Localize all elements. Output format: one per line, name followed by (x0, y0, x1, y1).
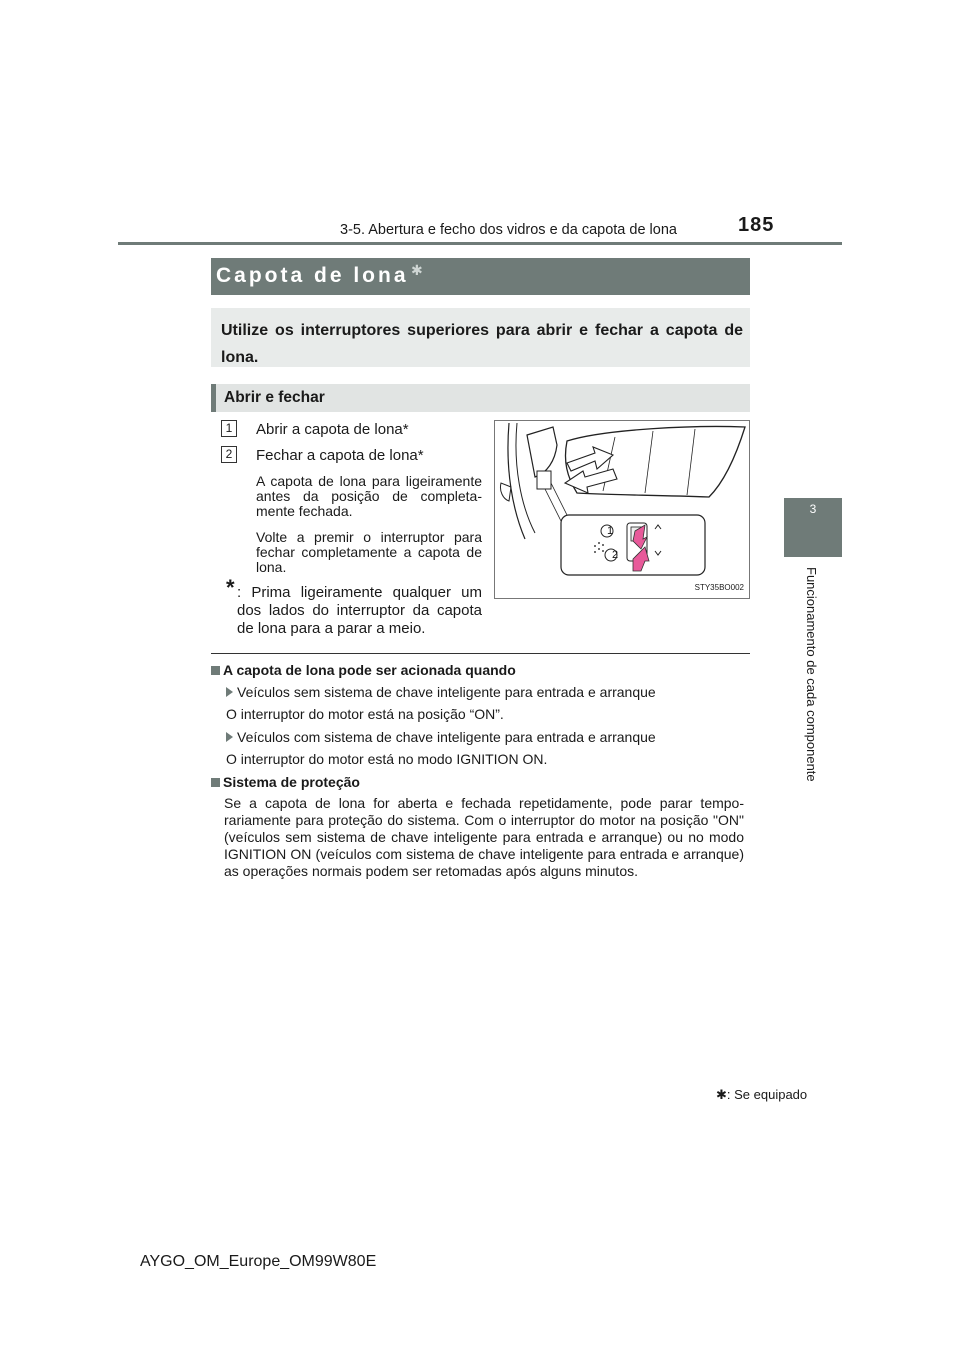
footnote-stop-halfway: : Prima ligeiramente qualquer um dos lados do interruptor da capota de lona para a parar a meio. (237, 584, 482, 637)
protection-heading-text: Sistema de proteção (223, 774, 360, 790)
page-title: Capota de lona (216, 264, 409, 287)
condition-result-on: O interruptor do motor está na posição “ON”. (226, 706, 504, 722)
roof-switch-drawing (495, 421, 749, 598)
section-divider (211, 653, 750, 654)
step-number-1: 1 (221, 420, 237, 437)
square-bullet-icon (211, 778, 220, 787)
page-number: 185 (738, 214, 775, 236)
subsection-accent (211, 384, 216, 412)
chapter-title: Funcionamento de cada componente (804, 567, 819, 782)
equipped-asterisk-icon: ✱ (411, 262, 423, 278)
intro-box (211, 308, 750, 367)
header-rule (118, 242, 842, 245)
figure-callout-1: 1 (607, 525, 614, 537)
subsection-title: Abrir e fechar (224, 389, 325, 406)
chapter-number: 3 (809, 502, 817, 516)
equipped-footnote-text: : Se equipado (726, 1087, 808, 1102)
equipped-asterisk-icon: ✱ (716, 1087, 727, 1102)
chapter-tab (784, 498, 842, 557)
step-number-2: 2 (221, 446, 237, 463)
step-label-open: Abrir a capota de lona* (256, 421, 409, 438)
condition-result-ignition: O interruptor do motor está no modo IGNITION ON. (226, 751, 548, 767)
document-code: AYGO_OM_Europe_OM99W80E (140, 1253, 377, 1270)
triangle-bullet-icon (226, 687, 233, 697)
triangle-bullet-icon (226, 732, 233, 742)
footnote-star-icon: * (226, 575, 235, 600)
condition-with-smart-key (226, 729, 656, 745)
protection-paragraph: Se a capota de lona for aberta e fechada repetidamente, pode parar tempo-rariamente para proteção do sistema. Com o interruptor do motor na posição "ON" (veículos sem sistema de chave inteligente para entrada e arranque) ou no modo IGNITION ON (veículos com sistema de chave inteligente para entrada e arranque) as operações normais podem ser retomadas após alguns minutos. (224, 795, 744, 879)
figure-code: STY35BO002 (694, 583, 744, 592)
section-header: 3-5. Abertura e fecho dos vidros e da capota de lona (340, 222, 677, 238)
note-press-again: Volte a premir o interruptor para fechar completamente a capota de lona. (256, 529, 482, 575)
operation-heading (211, 662, 516, 678)
note-stops-before-closed: A capota de lona para ligeiramente antes da posição de completa-mente fechada. (256, 473, 482, 519)
protection-heading (211, 774, 360, 790)
switch-illustration (494, 420, 750, 599)
intro-text: Utilize os interruptores superiores para abrir e fechar a capota de lona. (221, 322, 743, 366)
condition-text: Veículos com sistema de chave inteligente para entrada e arranque (237, 729, 656, 745)
condition-without-smart-key (226, 684, 656, 700)
square-bullet-icon (211, 666, 220, 675)
subsection-bar (211, 384, 750, 412)
equipped-footnote (716, 1087, 807, 1103)
operation-heading-text: A capota de lona pode ser acionada quando (223, 662, 516, 678)
figure-callout-2: 2 (612, 549, 619, 561)
condition-text: Veículos sem sistema de chave inteligente para entrada e arranque (237, 684, 656, 700)
step-label-close: Fechar a capota de lona* (256, 447, 424, 464)
page-title-bar (211, 258, 750, 295)
